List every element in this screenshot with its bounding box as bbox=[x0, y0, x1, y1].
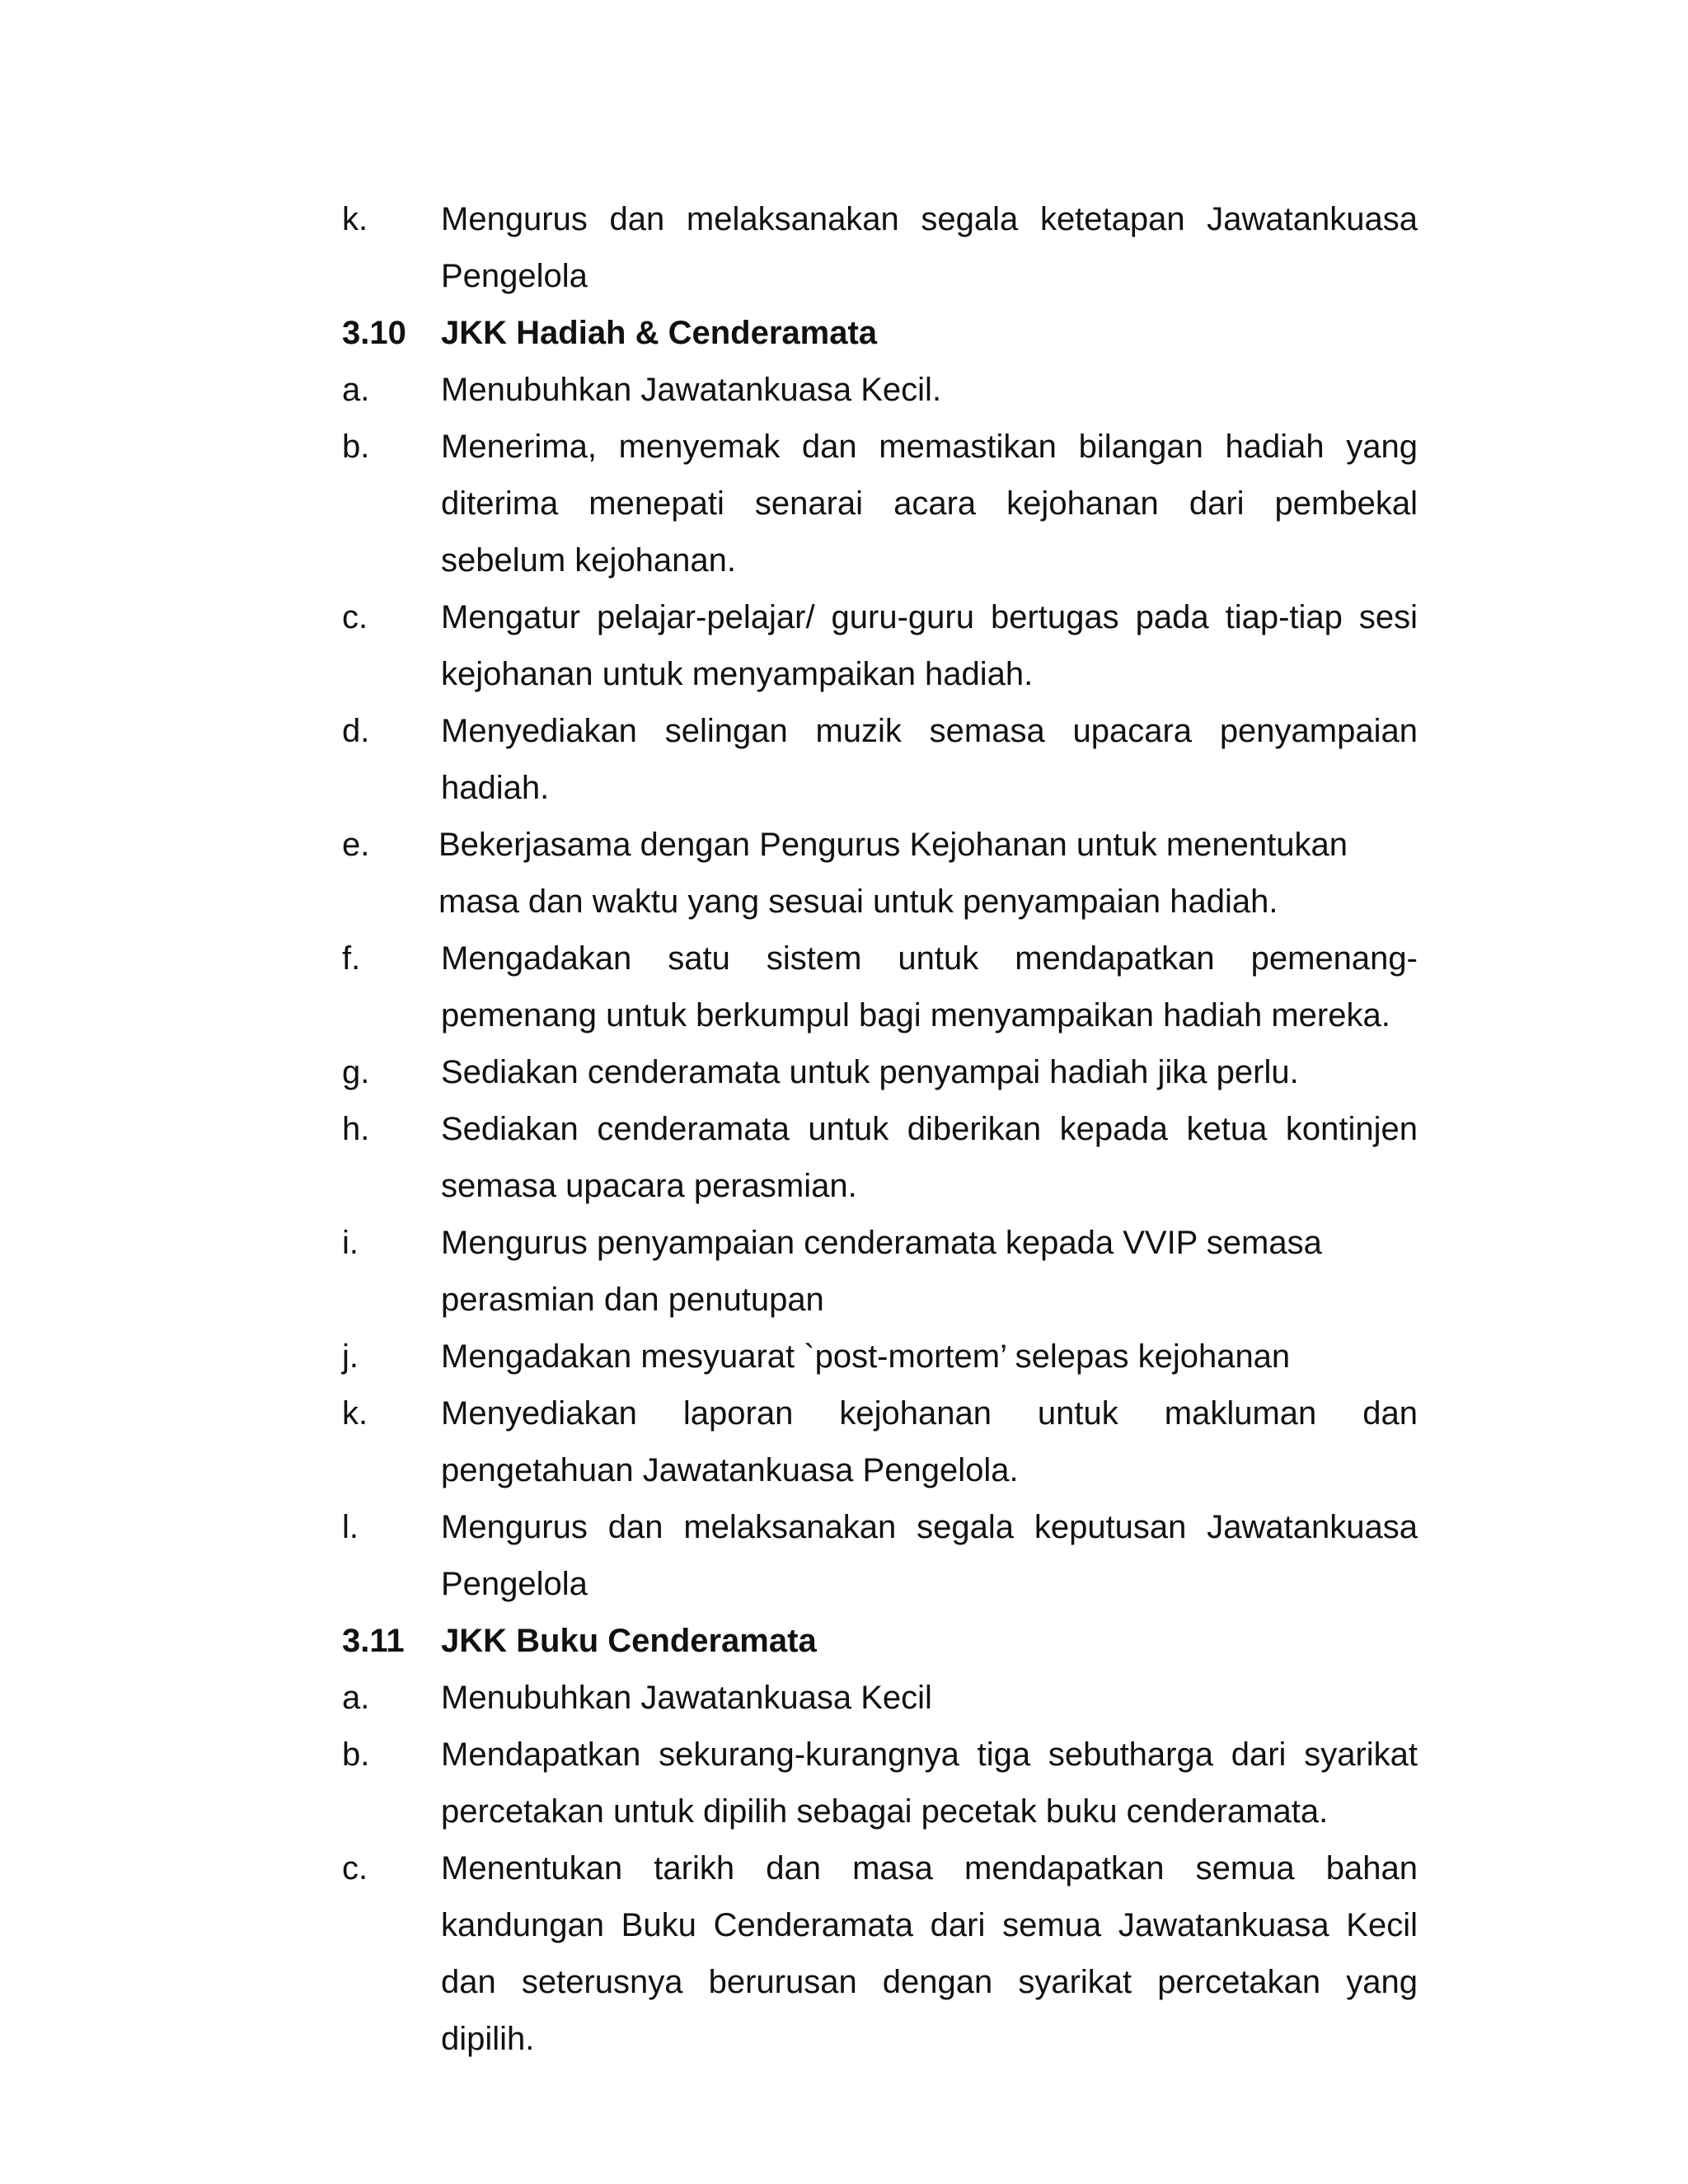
list-marker: k. bbox=[342, 1395, 368, 1432]
list-item bbox=[342, 1215, 1418, 1329]
list-item bbox=[342, 191, 1418, 305]
section-number: 3.10 bbox=[342, 315, 406, 351]
list-item bbox=[342, 419, 1418, 589]
list-text: Mengurus dan melaksanakan segala ketetapan Jawatankuasa Pengelola bbox=[441, 201, 1418, 294]
list-item bbox=[342, 1670, 1418, 1727]
list-item bbox=[342, 589, 1418, 703]
list-item bbox=[342, 1044, 1418, 1101]
list-marker: b. bbox=[342, 429, 370, 465]
list-marker: f. bbox=[342, 940, 361, 977]
list-marker: k. bbox=[342, 201, 368, 237]
list-text: Mengatur pelajar-pelajar/ guru-guru bertugas pada tiap-tiap sesi kejohanan untuk menyampaikan hadiah. bbox=[441, 599, 1418, 692]
list-text: Menerima, menyemak dan memastikan bilangan hadiah yang diterima menepati senarai acara kejohanan dari pembekal sebelum kejohanan. bbox=[441, 429, 1418, 579]
list-item bbox=[342, 1329, 1418, 1385]
list-item bbox=[342, 930, 1418, 1044]
list-item bbox=[342, 1101, 1418, 1215]
list-text: Menentukan tarikh dan masa mendapatkan semua bahan kandungan Buku Cenderamata dari semua Jawatankuasa Kecil dan seterusnya berurusan dengan syarikat percetakan yang dipilih. bbox=[441, 1850, 1418, 2057]
list-text: Menyediakan selingan muzik semasa upacara penyampaian hadiah. bbox=[441, 713, 1418, 806]
list-text: Mengadakan satu sistem untuk mendapatkan pemenang-pemenang untuk berkumpul bagi menyampaikan hadiah mereka. bbox=[441, 940, 1418, 1033]
list-marker: c. bbox=[342, 1850, 368, 1886]
list-text: Menyediakan laporan kejohanan untuk makluman dan pengetahuan Jawatankuasa Pengelola. bbox=[441, 1395, 1418, 1488]
list-text: Sediakan cenderamata untuk diberikan kepada ketua kontinjen semasa upacara perasmian. bbox=[441, 1111, 1418, 1204]
list-marker: i. bbox=[342, 1225, 359, 1261]
list-text: Mengadakan mesyuarat `post-mortem’ selepas kejohanan bbox=[441, 1338, 1291, 1375]
list-marker: l. bbox=[342, 1509, 359, 1545]
section-number: 3.11 bbox=[342, 1623, 405, 1659]
list-marker: g. bbox=[342, 1054, 370, 1090]
list-item bbox=[342, 362, 1418, 419]
list-item bbox=[342, 1499, 1418, 1613]
list-text: Mendapatkan sekurang-kurangnya tiga sebutharga dari syarikat percetakan untuk dipilih sebagai pecetak buku cenderamata. bbox=[441, 1736, 1418, 1830]
list-text: Menubuhkan Jawatankuasa Kecil. bbox=[441, 372, 942, 408]
list-text: Menubuhkan Jawatankuasa Kecil bbox=[441, 1680, 932, 1716]
list-marker: b. bbox=[342, 1736, 370, 1773]
list-marker: e. bbox=[342, 827, 370, 863]
list-item bbox=[342, 703, 1418, 817]
list-item bbox=[342, 1840, 1418, 2068]
list-text: Bekerjasama dengan Pengurus Kejohanan untuk menentukan masa dan waktu yang sesuai untuk penyampaian hadiah. bbox=[438, 827, 1348, 920]
list-text: Mengurus dan melaksanakan segala keputusan Jawatankuasa Pengelola bbox=[441, 1509, 1418, 1602]
list-marker: a. bbox=[342, 372, 370, 408]
list-marker: h. bbox=[342, 1111, 370, 1147]
section-title: JKK Hadiah & Cenderamata bbox=[441, 315, 878, 351]
list-item bbox=[342, 1727, 1418, 1840]
list-marker: j. bbox=[342, 1338, 359, 1375]
list-text: Mengurus penyampaian cenderamata kepada VVIP semasa perasmian dan penutupan bbox=[441, 1225, 1322, 1318]
list-item bbox=[342, 1385, 1418, 1499]
list-item bbox=[342, 817, 1418, 930]
list-marker: d. bbox=[342, 713, 370, 749]
list-text: Sediakan cenderamata untuk penyampai hadiah jika perlu. bbox=[441, 1054, 1299, 1090]
list-marker: a. bbox=[342, 1680, 370, 1716]
document-body bbox=[342, 191, 1418, 2068]
section-heading-3-11 bbox=[342, 1613, 1418, 1670]
section-heading-3-10 bbox=[342, 305, 1418, 362]
section-title: JKK Buku Cenderamata bbox=[441, 1623, 817, 1659]
list-marker: c. bbox=[342, 599, 368, 635]
